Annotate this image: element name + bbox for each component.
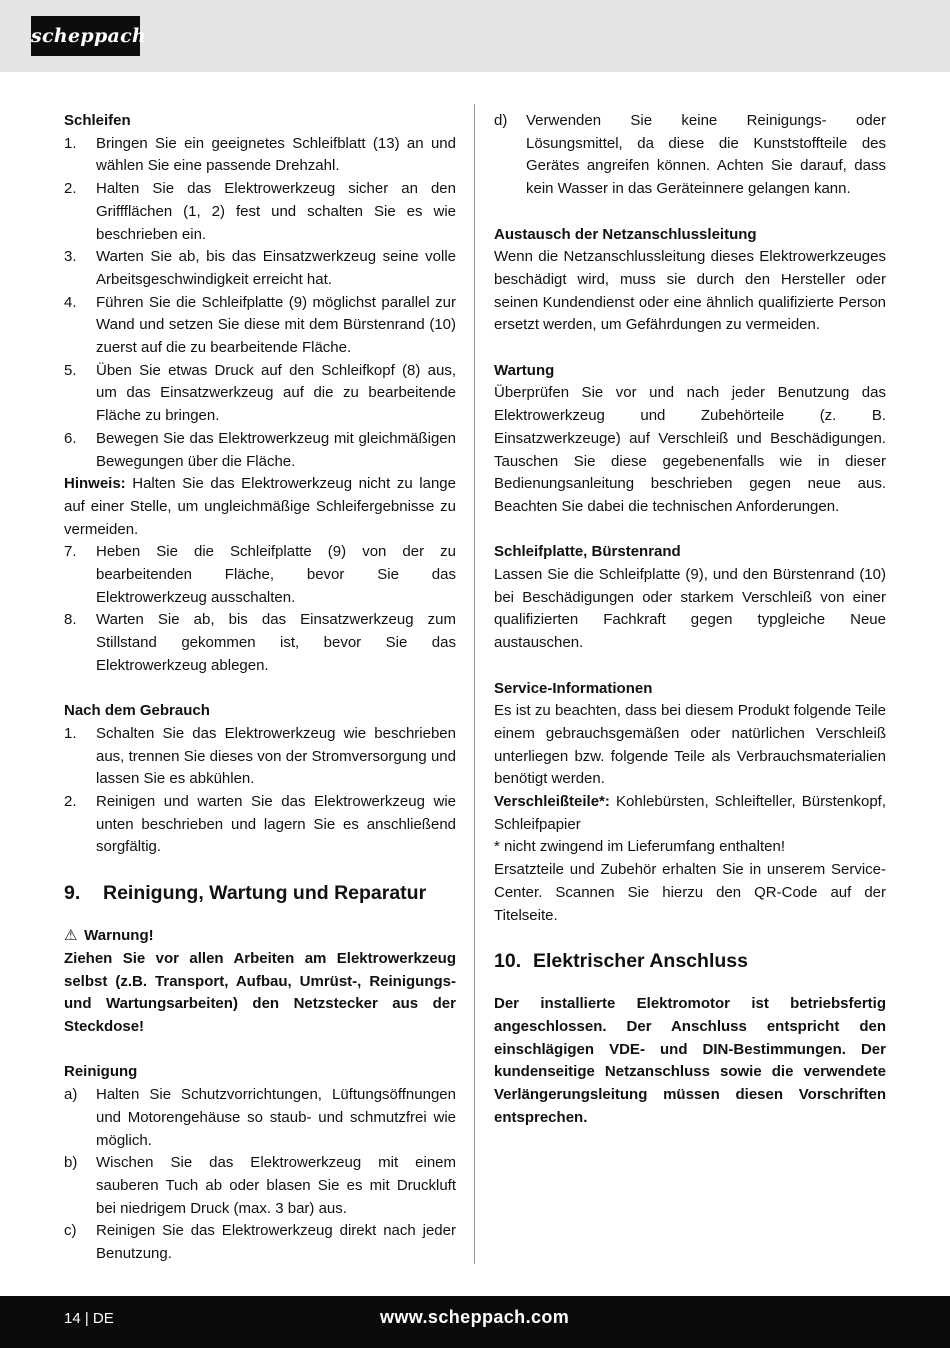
- wartung-text: Überprüfen Sie vor und nach jeder Benutzung das Elektrowerkzeug und Zubehörteile (z. B. Einsatzwerkzeuge) auf Verschleiß und Beschädigungen. Tauschen Sie diese gegebenenfalls wie in dieser Bedienungsanleitung beschrieben gegen neue aus. Beachten Sie dabei die technischen Anforderungen.: [494, 384, 886, 515]
- brand-logo: scheppach: [31, 16, 140, 56]
- section-9-heading: 9. Reinigung, Wartung und Reparatur: [64, 882, 427, 905]
- anschluss-text: Der installierte Elektromotor ist betriebsfertig angeschlossen. Der Anschluss entspricht den einschlägigen VDE- und DIN-Bestimmungen. Der kundenseitige Netzanschluss sowie die verwendete Verlängerungsleitung müssen diesen Vorschriften entsprechen.: [494, 995, 886, 1126]
- list-item: 8. Warten Sie ab, bis das Einsatzwerkzeug zum Stillstand gekommen ist, bevor Sie das Elektrowerkzeug ablegen.: [64, 611, 456, 674]
- list-item: 1. Bringen Sie ein geeignetes Schleifblatt (13) an und wählen Sie eine passende Drehzahl.: [64, 134, 456, 175]
- subheading-reinigung: Reinigung: [64, 1063, 138, 1081]
- list-item: a) Halten Sie Schutzvorrichtungen, Lüftungsöffnungen und Motorengehäuse so staub- und schmutzfrei wie möglich.: [64, 1086, 456, 1149]
- subheading-schleifplatte: Schleifplatte, Bürstenrand: [494, 543, 681, 561]
- list-item: d) Verwenden Sie keine Reinigungs- oder Lösungsmittel, da diese die Kunststoffteile des Gerätes angreifen können. Achten Sie darauf, dass kein Wasser in das Geräteinnere gelangen kann.: [494, 112, 886, 198]
- nach-list: [64, 723, 456, 859]
- list-item: 3. Warten Sie ab, bis das Einsatzwerkzeug seine volle Arbeitsgeschwindigkeit erreicht hat.: [64, 248, 456, 288]
- verschleiss-label: Verschleißteile*:: [494, 793, 610, 811]
- hinweis-text: Halten Sie das Elektrowerkzeug nicht zu lange auf einer Stelle, um ungleichmäßige Schleifergebnisse zu vermeiden.: [64, 475, 456, 538]
- page-number: 14 | DE: [64, 1310, 114, 1327]
- hinweis-label: Hinweis:: [64, 475, 126, 493]
- subheading-austausch: Austausch der Netzanschlussleitung: [494, 225, 757, 243]
- warning-icon: ⚠: [64, 927, 78, 945]
- list-item: 2. Reinigen und warten Sie das Elektrowerkzeug wie unten beschrieben und lagern Sie es anschließend sorgfältig.: [64, 793, 456, 856]
- warning-text: Ziehen Sie vor allen Arbeiten am Elektrowerkzeug selbst (z.B. Transport, Aufbau, Umrüst-, Reinigungs- und Wartungsarbeiten) den Netzstecker aus der Steckdose!: [64, 949, 456, 1035]
- list-item: 2. Halten Sie das Elektrowerkzeug sicher an den Griffflächen (1, 2) fest und schalten Sie es wie beschrieben ein.: [64, 180, 456, 243]
- schleifplatte-text: Lassen Sie die Schleifplatte (9), und den Bürstenrand (10) bei Beschädigungen oder starkem Verschleiß von einer qualifizierten Fachkraft gegen typgleiche Neue austauschen.: [494, 566, 886, 652]
- subheading-wartung: Wartung: [494, 361, 555, 379]
- warning-heading: ⚠ Warnung!: [64, 925, 456, 948]
- section-10-heading: 10. Elektrischer Anschluss: [494, 950, 748, 973]
- schleifen-list-continued: [64, 541, 456, 677]
- column-divider: [474, 104, 475, 1264]
- ersatz-text: Ersatzteile und Zubehör erhalten Sie in unserem Service-Center. Scannen Sie hierzu den QR-Code auf der Titelseite.: [494, 861, 886, 924]
- list-item: 1. Schalten Sie das Elektrowerkzeug wie beschrieben aus, trennen Sie dieses von der Stromversorgung und lassen Sie es abkühlen.: [64, 724, 456, 788]
- list-item: b) Wischen Sie das Elektrowerkzeug mit einem sauberen Tuch ab oder blasen Sie es mit Druckluft bei niedrigem Druck (max. 3 bar) aus.: [64, 1154, 456, 1217]
- list-item: c) Reinigen Sie das Elektrowerkzeug direkt nach jeder Benutzung.: [64, 1222, 456, 1263]
- header-bar: [0, 0, 950, 72]
- subheading-schleifen: Schleifen: [64, 112, 131, 129]
- schleifen-list: [64, 133, 456, 474]
- reinigung-list: [64, 1084, 456, 1266]
- subheading-service: Service-Informationen: [494, 679, 653, 697]
- service-text: Es ist zu beachten, dass bei diesem Produkt folgende Teile einem gebrauchsgemäßen oder natürlichen Verschleiß unterliegen bzw. folgende Teile als Verbrauchsmaterialien benötigt werden.: [494, 702, 886, 788]
- footnote: * nicht zwingend im Lieferumfang enthalten!: [494, 838, 786, 856]
- austausch-text: Wenn die Netzanschlussleitung dieses Elektrowerkzeuges beschädigt wird, muss sie durch den Hersteller oder seinen Kundendienst oder eine ähnlich qualifizierte Person ersetzt werden, um Gefährdungen zu vermeiden.: [494, 248, 886, 334]
- subheading-nach-dem-gebrauch: Nach dem Gebrauch: [64, 702, 210, 720]
- list-item: 7. Heben Sie die Schleifplatte (9) von der zu bearbeitenden Fläche, bevor Sie das Elektrowerkzeug ausschalten.: [64, 543, 456, 606]
- right-column: [494, 110, 886, 1129]
- footer-bar: [0, 1296, 950, 1348]
- list-item: 4. Führen Sie die Schleifplatte (9) möglichst parallel zur Wand und setzen Sie diese mit dem Bürstenrand (10) zuerst auf die zu bearbeitende Fläche.: [64, 293, 456, 357]
- verschleiss-text: Kohlebürsten, Schleifteller, Bürstenkopf, Schleifpapier: [494, 793, 886, 833]
- verschleiss-note: [494, 791, 886, 836]
- website-link[interactable]: www.scheppach.com: [380, 1307, 570, 1327]
- list-item: 6. Bewegen Sie das Elektrowerkzeug mit gleichmäßigen Bewegungen über die Fläche.: [64, 429, 456, 470]
- left-column: [64, 110, 456, 1266]
- list-item: 5. Üben Sie etwas Druck auf den Schleifkopf (8) aus, um das Einsatzwerkzeug auf die zu bearbeitende Fläche zu bringen.: [64, 361, 456, 425]
- hinweis-note: [64, 473, 456, 541]
